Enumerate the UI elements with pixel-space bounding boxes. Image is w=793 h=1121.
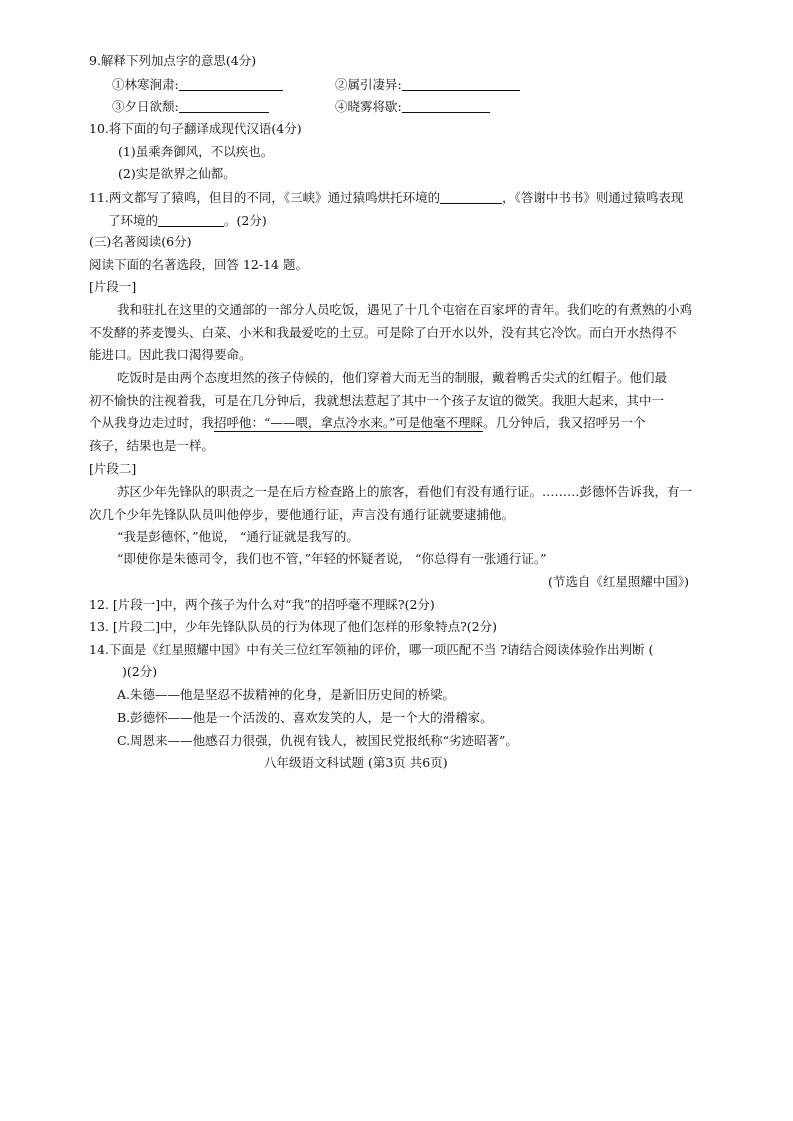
fragment-1-text-line <box>89 417 646 430</box>
excerpt-source: (节选自《红星照耀中国》) <box>548 574 690 589</box>
question-9-item-2 <box>335 78 520 92</box>
option-a: A.朱德——他是坚忍不拔精神的化身，是新旧历史间的桥梁。 <box>117 687 456 702</box>
fragment-1-text-line: 吃饭时是由两个态度坦然的孩子侍候的，他们穿着大而无当的制服，戴着鸭舌尖式的红帽子。他们最 <box>117 370 668 385</box>
question-9-title: 9.解释下列加点字的意思(4分) <box>89 53 257 68</box>
fragment-text: 个从我身边走过时，我 <box>89 415 215 430</box>
question-12: 12. [片段一]中，两个孩子为什么对“我”的招呼毫不理睬?(2分) <box>89 597 435 612</box>
fragment-1-text-line: 初不愉快的注视着我，可是在几分钟后，我就想法惹起了其中一个孩子友谊的微笑。我胆大起来，其中一 <box>89 393 665 408</box>
question-10-sentence-1: (1)虽乘奔御风，不以疾也。 <box>118 144 274 159</box>
question-9-item-4 <box>335 100 490 114</box>
question-13: 13. [片段二]中，少年先锋队队员的行为体现了他们怎样的形象特点?(2分) <box>89 619 498 634</box>
page-footer: 八年级语文科试题 (第3页 共6页) <box>264 755 448 770</box>
answer-blank <box>158 214 224 227</box>
fragment-1-text-line: 不发酵的荞麦馒头、白菜、小米和我最爱吃的土豆。可是除了白开水以外，没有其它冷饮。而白开水热得不 <box>89 325 677 340</box>
underlined-sentence: 招呼他：“——喂，拿点冷水来。”可是他毫不理睬 <box>214 415 484 430</box>
fragment-1-text-line: 能进口。因此我口渴得要命。 <box>89 347 252 362</box>
question-11-line-2 <box>108 214 267 228</box>
answer-blank <box>402 78 520 91</box>
fragment-2-text-line: “我是彭德怀，”他说， “通行证就是我写的。 <box>117 529 359 544</box>
question-11-text: 了环境的 <box>108 213 159 228</box>
answer-blank <box>402 100 490 113</box>
fragment-2-text-line: 次几个少年先锋队队员叫他停步，要他通行证，声言没有通行证就要逮捕他。 <box>89 507 515 522</box>
question-9-item-1 <box>112 78 283 92</box>
option-c: C.周恩来——他感召力很强，仇视有钱人，被国民党报纸称“劣迹昭著”。 <box>117 733 518 748</box>
fragment-2-text-line: 苏区少年先锋队的职责之一是在后方检查路上的旅客，看他们有没有通行证。………彭德怀告诉我，有一 <box>117 484 693 499</box>
fragment-1-label: [片段一] <box>89 279 137 294</box>
section-3-title: (三)名著阅读(6分) <box>89 234 192 249</box>
fragment-text: 。几分钟后，我又招呼另一个 <box>483 415 646 430</box>
question-11-line-1 <box>89 191 683 205</box>
answer-blank <box>179 100 269 113</box>
question-10-sentence-2: (2)实是欲界之仙都。 <box>118 166 236 181</box>
option-b: B.彭德怀——他是一个活泼的、喜欢发笑的人，是一个大的滑稽家。 <box>117 710 493 725</box>
question-9-item-3 <box>112 100 269 114</box>
question-14-line-1: 14.下面是《红星照耀中国》中有关三位红军领袖的评价，哪一项匹配不当 ?请结合阅读体验作出判断 ( <box>89 642 654 657</box>
answer-blank <box>179 78 283 91</box>
question-10-title: 10.将下面的句子翻译成现代汉语(4分) <box>89 121 302 136</box>
question-11-text: 。(2分) <box>224 213 267 228</box>
answer-blank <box>440 191 502 204</box>
fragment-2-text-line: “即使你是朱德司令，我们也不管，”年轻的怀疑者说， “你总得有一张通行证。” <box>117 551 547 566</box>
item-label: ①林寒涧肃: <box>112 77 179 92</box>
item-label: ②属引凄异: <box>335 77 402 92</box>
item-label: ③夕日欲颓: <box>112 99 179 114</box>
item-label: ④晓雾将歇: <box>335 99 402 114</box>
fragment-2-label: [片段二] <box>89 461 137 476</box>
question-14-line-2: )(2分) <box>122 664 158 679</box>
question-11-text: ，《答谢中书书》则通过猿鸣表现 <box>502 190 684 205</box>
fragment-1-text-line: 孩子，结果也是一样。 <box>89 438 215 453</box>
section-3-instruction: 阅读下面的名著选段，回答 12-14 题。 <box>89 257 308 272</box>
fragment-1-text-line: 我和驻扎在这里的交通部的一部分人员吃饭，遇见了十几个屯宿在百家坪的青年。我们吃的有煮熟的小鸡 <box>117 302 693 317</box>
question-11-text: 11.两文都写了猿鸣，但目的不同，《三峡》通过猿鸣烘托环境的 <box>89 190 441 205</box>
